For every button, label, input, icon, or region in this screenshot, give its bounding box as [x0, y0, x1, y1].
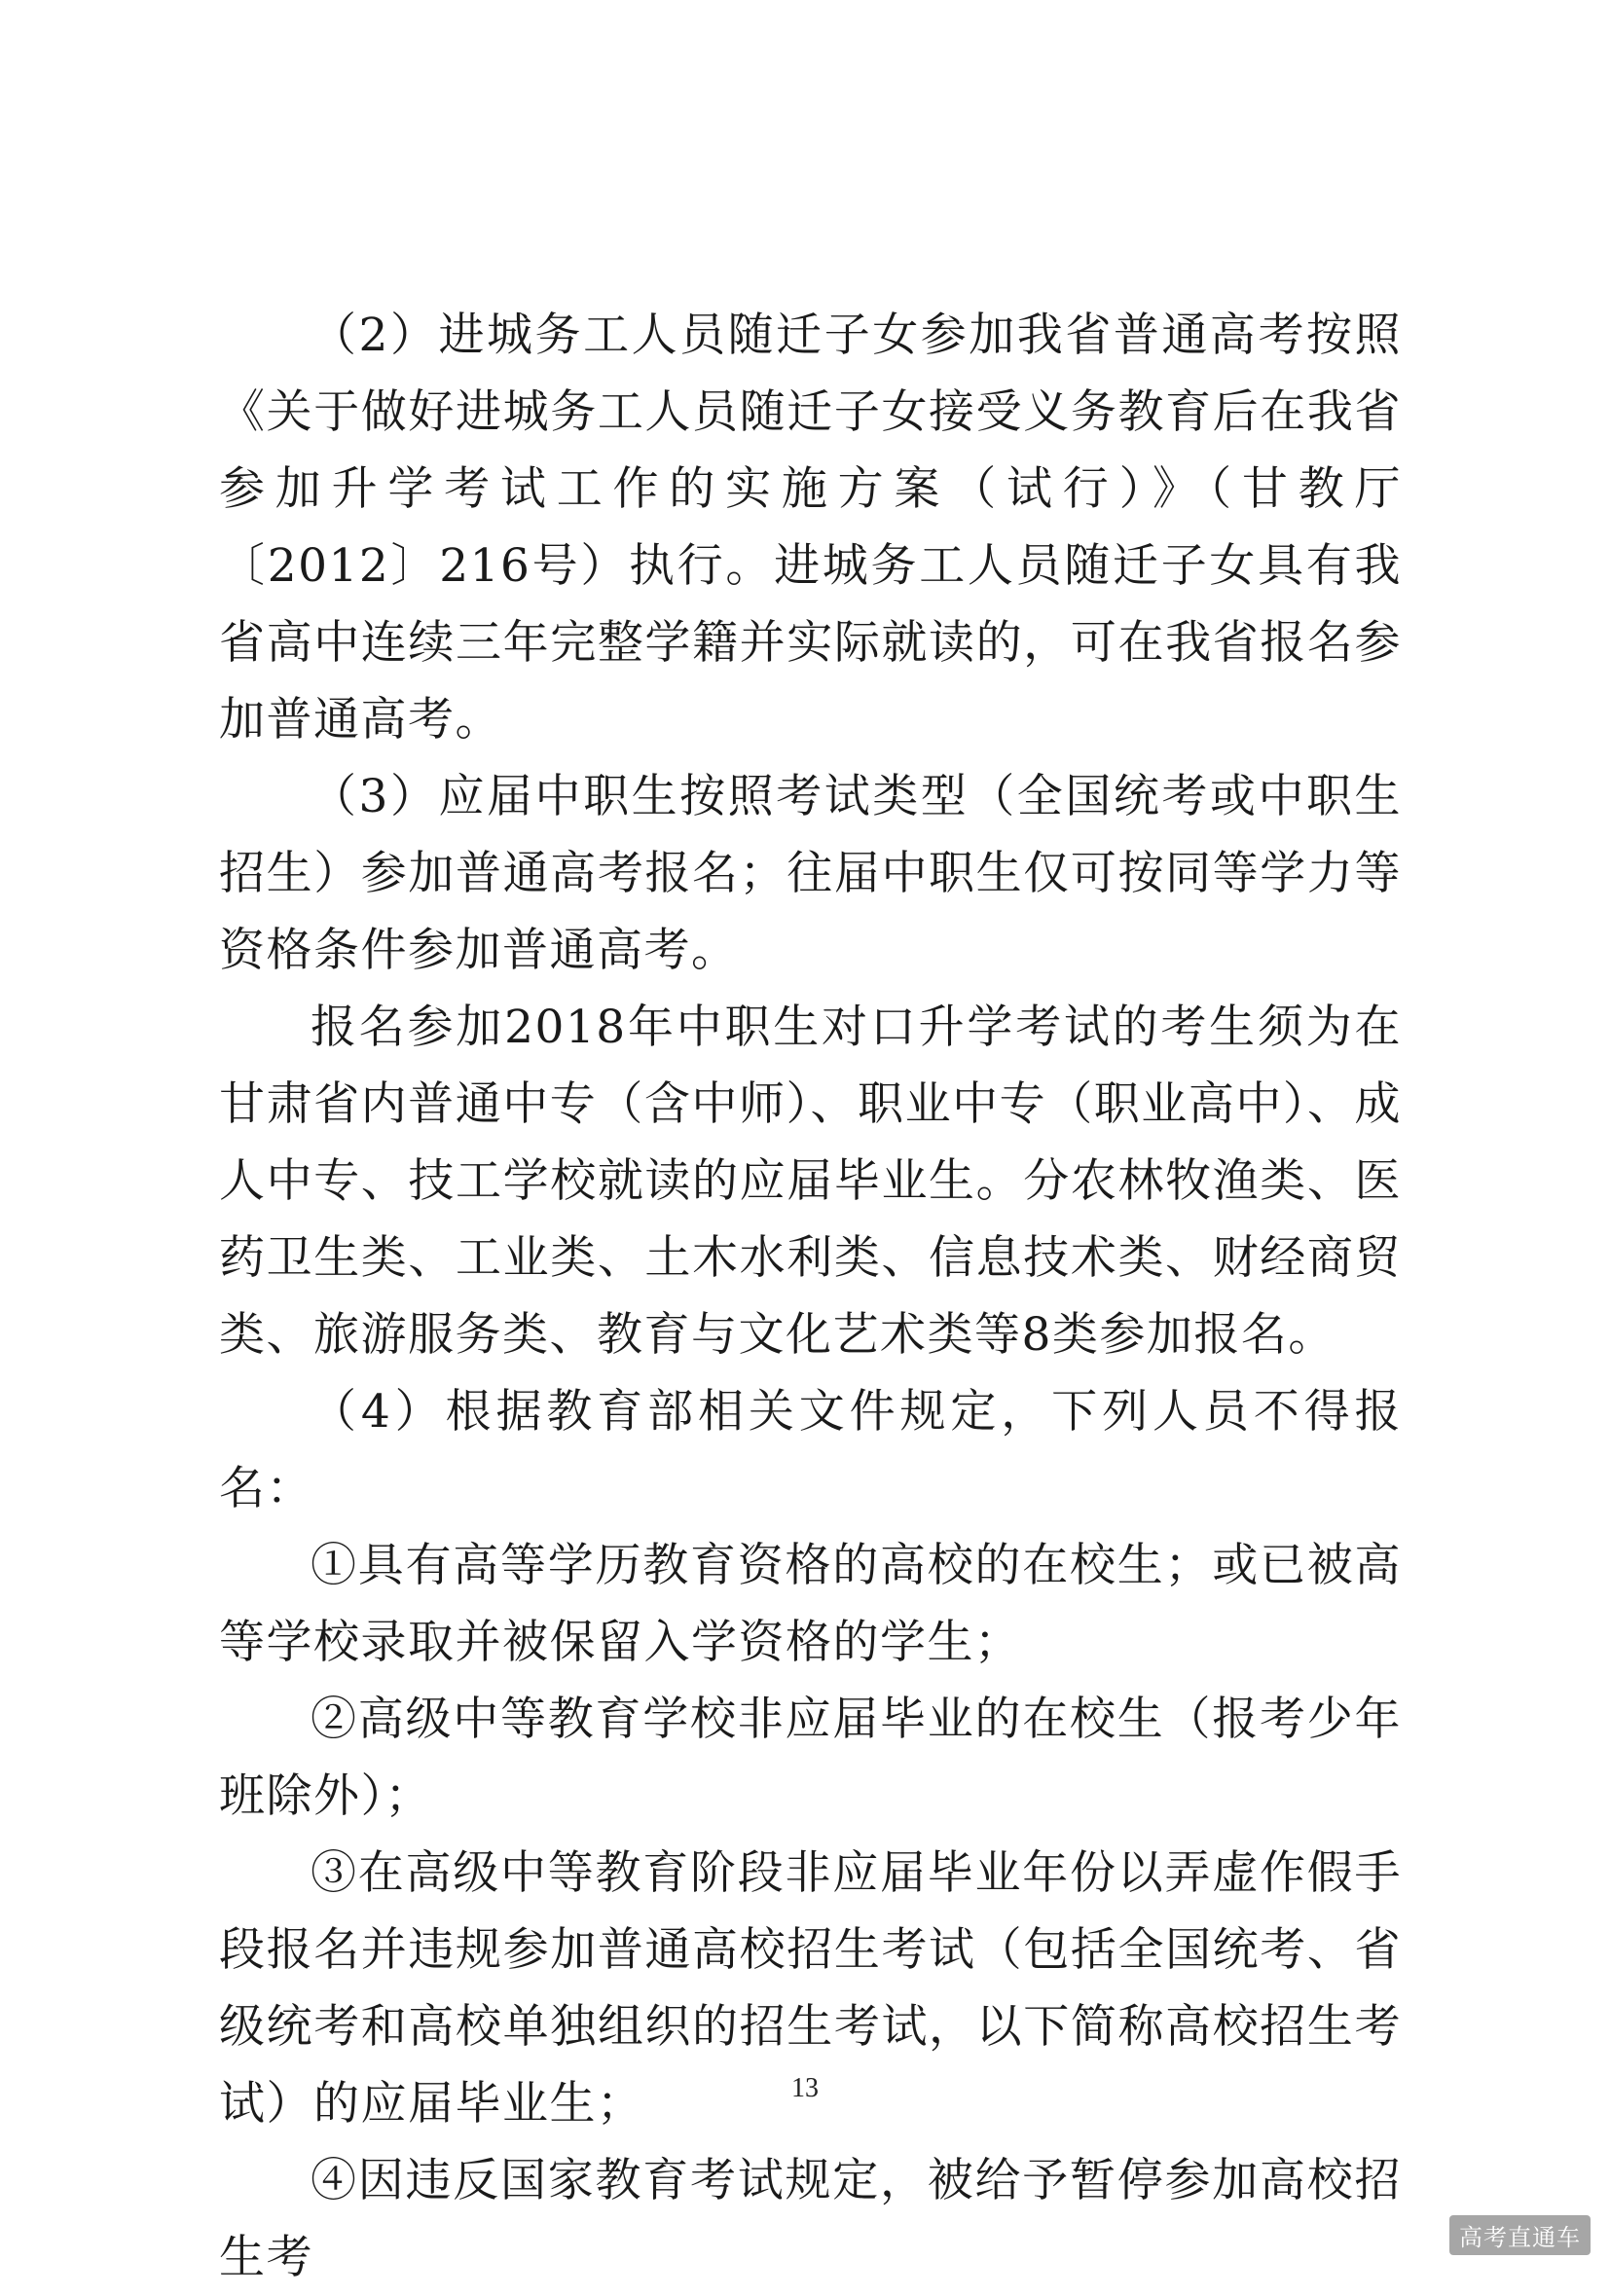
page-number: 13: [791, 2073, 819, 2103]
paragraph-migrant-children: （2）进城务工人员随迁子女参加我省普通高考按照《关于做好进城务工人员随迁子女接受义务教育后在我省参加升学考试工作的实施方案（试行）》（甘教厅〔2012〕216号）执行。进城务工人员随迁子女具有我省高中连续三年完整学籍并实际就读的，可在我省报名参加普通高考。: [219, 309, 1402, 747]
list-item-2: ②高级中等教育学校非应届毕业的在校生（报考少年班除外）；: [219, 1693, 1402, 1823]
paragraph-vocational-exam: 报名参加2018年中职生对口升学考试的考生须为在甘肃省内普通中专（含中师）、职业中专（职业高中）、成人中专、技工学校就读的应届毕业生。分农林牧渔类、医药卫生类、工业类、土木水利类、信息技术类、财经商贸类、旅游服务类、教育与文化艺术类等8类参加报名。: [219, 1001, 1402, 1362]
paragraph-vocational-students: （3）应届中职生按照考试类型（全国统考或中职生招生）参加普通高考报名；往届中职生仅可按同等学力等资格条件参加普通高考。: [219, 770, 1402, 977]
paragraph-ineligible-intro: （4）根据教育部相关文件规定，下列人员不得报名：: [219, 1385, 1402, 1515]
list-item-1: ①具有高等学历教育资格的高校的在校生；或已被高等学校录取并被保留入学资格的学生；: [219, 1539, 1402, 1669]
document-body: [219, 297, 1402, 2296]
list-item-4: ④因违反国家教育考试规定，被给予暂停参加高校招生考: [219, 2154, 1402, 2284]
list-item-3: ③在高级中等教育阶段非应届毕业年份以弄虚作假手段报名并违规参加普通高校招生考试（包括全国统考、省级统考和高校单独组织的招生考试，以下简称高校招生考试）的应届毕业生；: [219, 1846, 1402, 2131]
watermark-logo: 高考直通车: [1449, 2215, 1591, 2255]
